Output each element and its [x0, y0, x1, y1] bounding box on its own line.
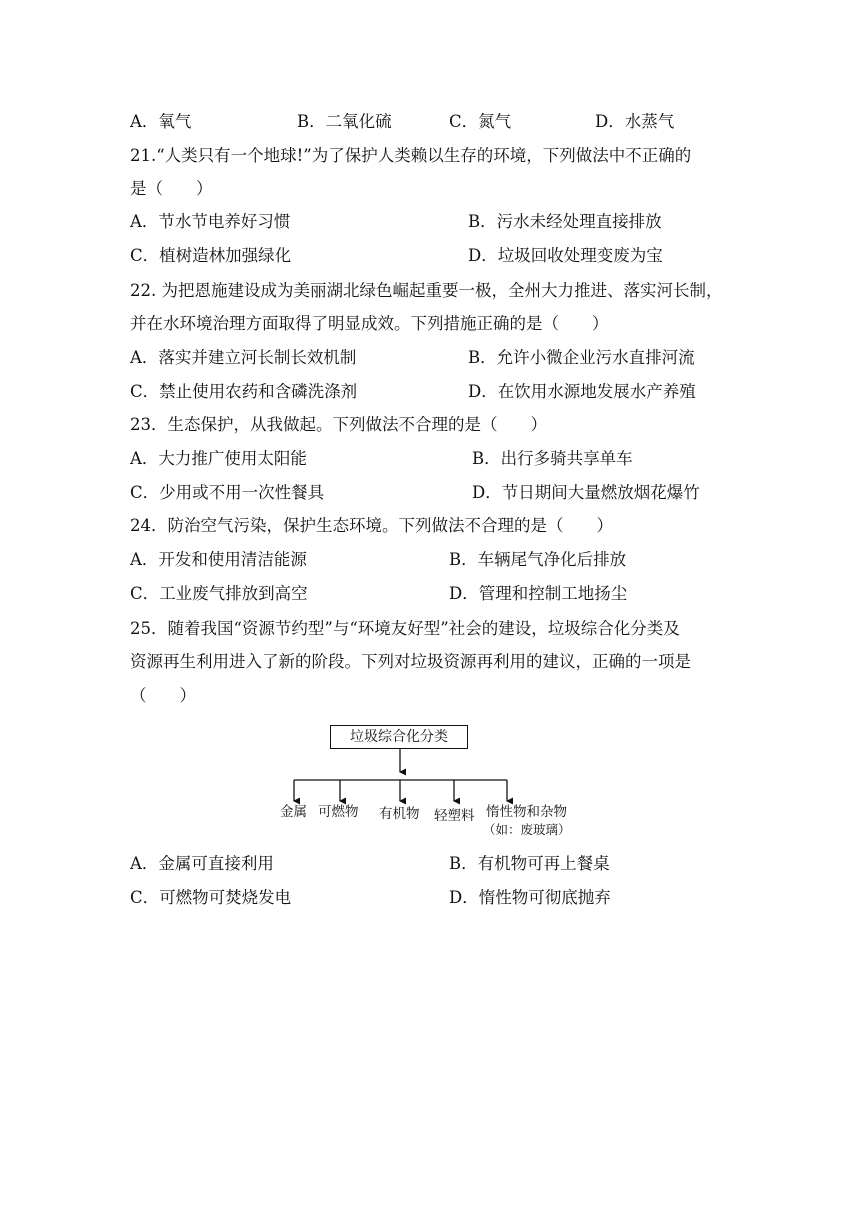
q24-option-a: A．开发和使用清洁能源 [130, 550, 307, 569]
q21-option-a: A．节水节电养好习惯 [130, 212, 291, 231]
diagram-branch-combustible: 可燃物 [318, 804, 359, 820]
q20-option-c: C．氮气 [449, 112, 512, 131]
diagram-branch-organic: 有机物 [379, 806, 420, 822]
q23-option-b: B．出行多骑共享单车 [472, 449, 633, 468]
q21-stem-line2: 是（ ） [130, 179, 213, 198]
q21-option-b: B．污水未经处理直接排放 [468, 212, 662, 231]
q23-stem-line1: 23．生态保护，从我做起。下列做法不合理的是（ ） [130, 415, 547, 434]
q22-stem-line1: 22. 为把恩施建设成为美丽湖北绿色崛起重要一极，全州大力推进、落实河长制， [130, 281, 723, 300]
q24-option-d: D．管理和控制工地扬尘 [449, 584, 628, 603]
q25-option-d: D．惰性物可彻底抛弃 [449, 888, 611, 907]
q25-option-a: A．金属可直接利用 [130, 854, 274, 873]
q22-option-d: D．在饮用水源地发展水产养殖 [468, 382, 696, 401]
diagram-branch-note: （如：废玻璃） [483, 822, 571, 837]
q22-option-b: B．允许小微企业污水直排河流 [468, 348, 695, 367]
q21-option-d: D．垃圾回收处理变废为宝 [468, 246, 663, 265]
q25-stem-line3: （ ） [130, 686, 196, 705]
diagram-branch-inert: 惰性物和杂物 [486, 804, 567, 820]
q25-stem-line2: 资源再生利用进入了新的阶段。下列对垃圾资源再利用的建议，正确的一项是 [130, 652, 691, 671]
q22-stem-line2: 并在水环境治理方面取得了明显成效。下列措施正确的是（ ） [130, 314, 609, 333]
q24-option-c: C．工业废气排放到高空 [130, 584, 308, 603]
q23-option-c: C．少用或不用一次性餐具 [130, 483, 325, 502]
q25-option-c: C．可燃物可焚烧发电 [130, 888, 292, 907]
q22-option-c: C．禁止使用农药和含磷洗涤剂 [130, 382, 358, 401]
q24-option-b: B．车辆尾气净化后排放 [449, 550, 627, 569]
q22-option-a: A．落实并建立河长制长效机制 [130, 348, 357, 367]
q21-stem-line1: 21.“人类只有一个地球!”为了保护人类赖以生存的环境，下列做法中不正确的 [130, 146, 692, 165]
q25-stem-line1: 25．随着我国“资源节约型”与“环境友好型”社会的建设，垃圾综合化分类及 [130, 619, 680, 638]
q23-option-d: D．节日期间大量燃放烟花爆竹 [472, 483, 700, 502]
q23-option-a: A．大力推广使用太阳能 [130, 449, 307, 468]
waste-classification-diagram [270, 720, 610, 845]
diagram-branch-metal: 金属 [280, 804, 307, 820]
q24-stem-line1: 24．防治空气污染，保护生态环境。下列做法不合理的是（ ） [130, 516, 613, 535]
q20-option-b: B．二氧化硫 [297, 112, 392, 131]
diagram-branch-plastic: 轻塑料 [434, 808, 475, 824]
q21-option-c: C．植树造林加强绿化 [130, 246, 292, 265]
q20-option-d: D．水蒸气 [595, 112, 675, 131]
diagram-root-box: 垃圾综合化分类 [330, 725, 468, 749]
q25-option-b: B．有机物可再上餐桌 [449, 854, 610, 873]
q20-option-a: A．氧气 [130, 112, 192, 131]
